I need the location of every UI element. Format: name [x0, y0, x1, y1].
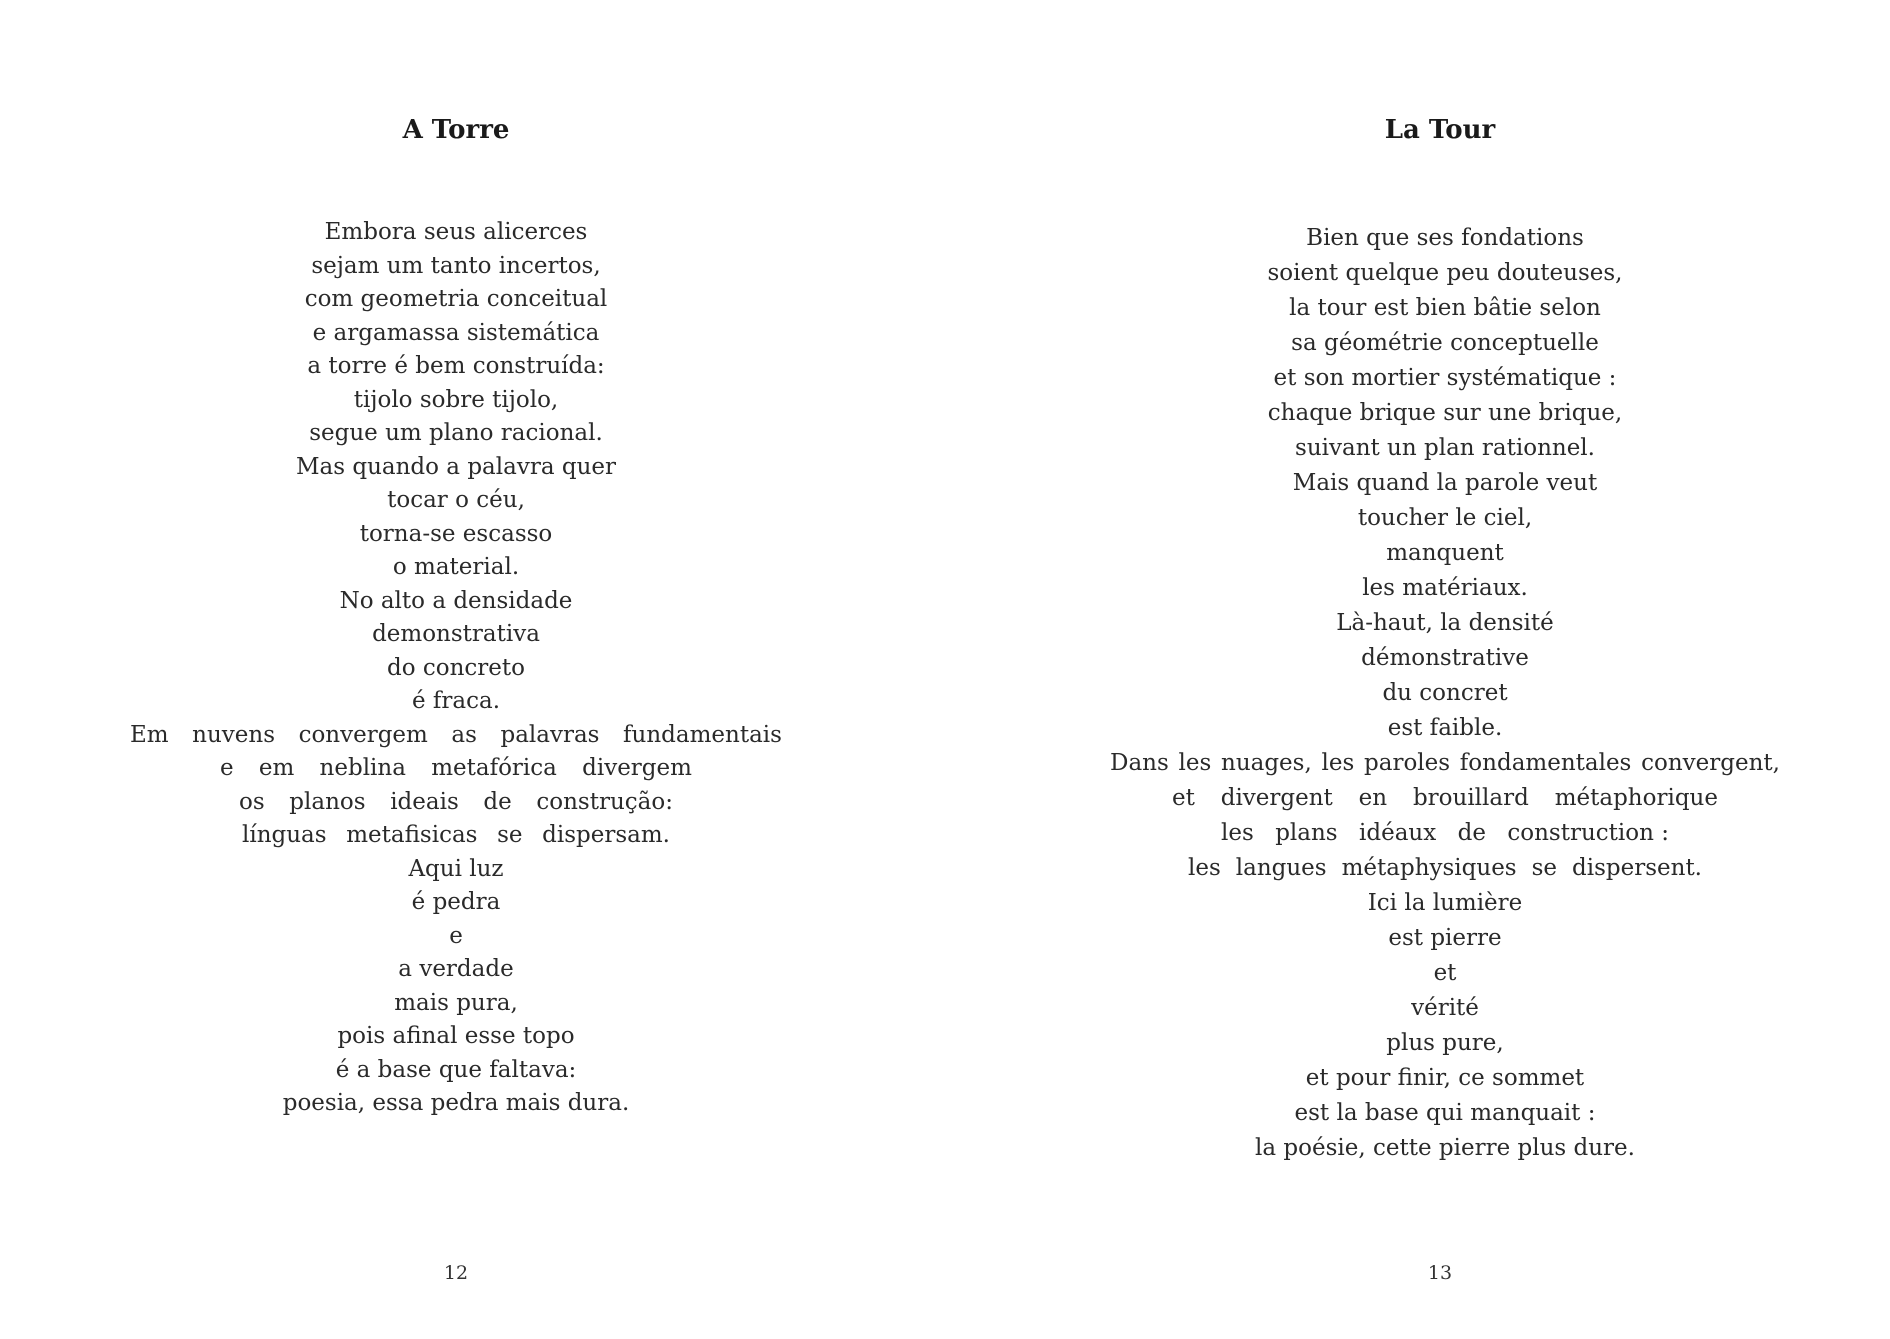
poem-line: a verdade [398, 956, 514, 982]
poem-line: Ici la lumière [1367, 890, 1523, 916]
poem-word: as [451, 721, 477, 748]
poem-word: les [1178, 750, 1212, 776]
poem-word: construction : [1507, 820, 1669, 846]
page-number: 12 [443, 1262, 469, 1284]
poem-line: Aqui luz [408, 855, 504, 882]
poem-word: dispersent. [1572, 855, 1702, 881]
poem-word: fundamentais [623, 721, 782, 748]
poem-justified-line [1188, 851, 1702, 886]
poem-word: Em [130, 721, 169, 748]
poem-line: sa géométrie conceptuelle [1291, 330, 1599, 356]
poem-line: la poésie, cette pierre plus dure. [1255, 1135, 1635, 1161]
poem-line: Embora seus alicerces [324, 219, 588, 245]
poem-word: les [1221, 820, 1254, 846]
poem-line: suivant un plan rationnel. [1295, 435, 1595, 461]
poem-line: et [1433, 960, 1457, 986]
poem-justified-line [1221, 816, 1669, 851]
poem-justified-line [1110, 746, 1780, 781]
poem-justified-line [239, 786, 673, 820]
poem-line: o material. [392, 554, 520, 580]
poem-line: e argamassa sistemática [312, 319, 600, 346]
poem-line: est la base qui manquait : [1294, 1100, 1596, 1126]
poem-word: dispersam. [542, 822, 670, 848]
poem-line: du concret [1382, 680, 1508, 706]
poem-line: soient quelque peu douteuses, [1267, 260, 1623, 286]
poem-line: manquent [1386, 540, 1504, 566]
poem-line: do concreto [387, 654, 525, 681]
poem-word: nuages, [1221, 750, 1312, 776]
poem-word: se [1531, 855, 1558, 881]
poem-line: poesia, essa pedra mais dura. [282, 1090, 630, 1116]
poem-line: é pedra [411, 889, 501, 915]
poem-line: la tour est bien bâtie selon [1289, 295, 1601, 321]
poem-word: convergent, [1641, 750, 1780, 776]
poem-line: est faible. [1387, 715, 1503, 741]
poem-body [130, 216, 782, 1121]
poem-line: vérité [1411, 995, 1479, 1021]
poem-line: mais pura, [394, 989, 518, 1016]
poem-line: Mais quand la parole veut [1292, 470, 1598, 496]
poem-word: métaphysiques [1341, 855, 1517, 881]
poem-line: é a base que faltava: [335, 1056, 577, 1083]
poem-line: pois afinal esse topo [337, 1023, 575, 1049]
poem-word: langues [1235, 855, 1327, 881]
poem-line: é fraca. [411, 688, 501, 714]
poem-line: segue um plano racional. [309, 420, 603, 446]
poem-word: e [220, 755, 234, 781]
poem-word: convergem [298, 721, 428, 748]
poem-title: La Tour [1384, 115, 1496, 145]
poem-word: métaphorique [1554, 785, 1718, 811]
poem-line: Là-haut, la densité [1336, 610, 1554, 636]
poem-word: nuvens [192, 721, 276, 748]
poem-word: divergent [1220, 785, 1333, 811]
poem-line: a torre é bem construída: [307, 353, 605, 379]
poem-word: os [239, 788, 265, 815]
poem-word: idéaux [1359, 820, 1437, 846]
poem-word: les [1321, 750, 1355, 776]
poem-word: ideais [390, 788, 459, 815]
poem-justified-line [220, 752, 692, 786]
poem-word: planos [289, 788, 366, 815]
poem-justified-line [1172, 781, 1718, 816]
poem-line: toucher le ciel, [1357, 505, 1533, 531]
poem-line: com geometria conceitual [304, 286, 608, 312]
poem-word: et [1172, 785, 1195, 811]
poem-word: les [1188, 855, 1221, 881]
poem-line: No alto a densidade [339, 587, 573, 614]
poem-word: fondamentales [1459, 750, 1632, 776]
poem-word: en [1358, 785, 1388, 811]
poem-line: Mas quando a palavra quer [295, 453, 616, 480]
poem-word: de [1457, 820, 1486, 846]
poem-line: torna-se escasso [359, 520, 553, 547]
poem-word: se [497, 822, 523, 848]
poem-line: démonstrative [1361, 645, 1529, 671]
page-number: 13 [1427, 1262, 1453, 1284]
poem-word: plans [1275, 820, 1338, 846]
poem-word: de [483, 788, 512, 815]
poem-line: chaque brique sur une brique, [1267, 400, 1623, 426]
poem-word: metafisicas [346, 822, 478, 848]
poem-word: construção: [536, 788, 673, 815]
poem-word: Dans [1110, 750, 1169, 776]
poem-line: les matériaux. [1362, 575, 1528, 601]
poem-title: A Torre [402, 115, 510, 145]
poem-line: demonstrativa [372, 621, 540, 647]
poem-word: línguas [242, 822, 327, 848]
poem-line: est pierre [1388, 925, 1502, 951]
poem-justified-line [130, 719, 782, 753]
poem-line: plus pure, [1386, 1030, 1504, 1056]
right-page [990, 0, 1890, 1339]
poem-line: e [449, 922, 463, 949]
poem-line: tijolo sobre tijolo, [353, 386, 559, 413]
poem-word: em [258, 755, 295, 781]
left-page [0, 0, 912, 1339]
poem-word: paroles [1364, 750, 1451, 776]
poem-word: metafórica [431, 755, 557, 781]
poem-word: neblina [319, 755, 406, 781]
poem-line: et son mortier systématique : [1273, 365, 1617, 391]
poem-line: tocar o céu, [387, 487, 525, 513]
poem-word: brouillard [1412, 785, 1529, 811]
poem-justified-line [242, 819, 670, 853]
poem-line: et pour finir, ce sommet [1305, 1065, 1585, 1091]
poem-word: divergem [582, 755, 692, 781]
poem-word: palavras [500, 721, 600, 748]
poem-line: Bien que ses fondations [1306, 225, 1584, 251]
poem-body [1110, 221, 1780, 1166]
poem-line: sejam um tanto incertos, [311, 252, 601, 279]
